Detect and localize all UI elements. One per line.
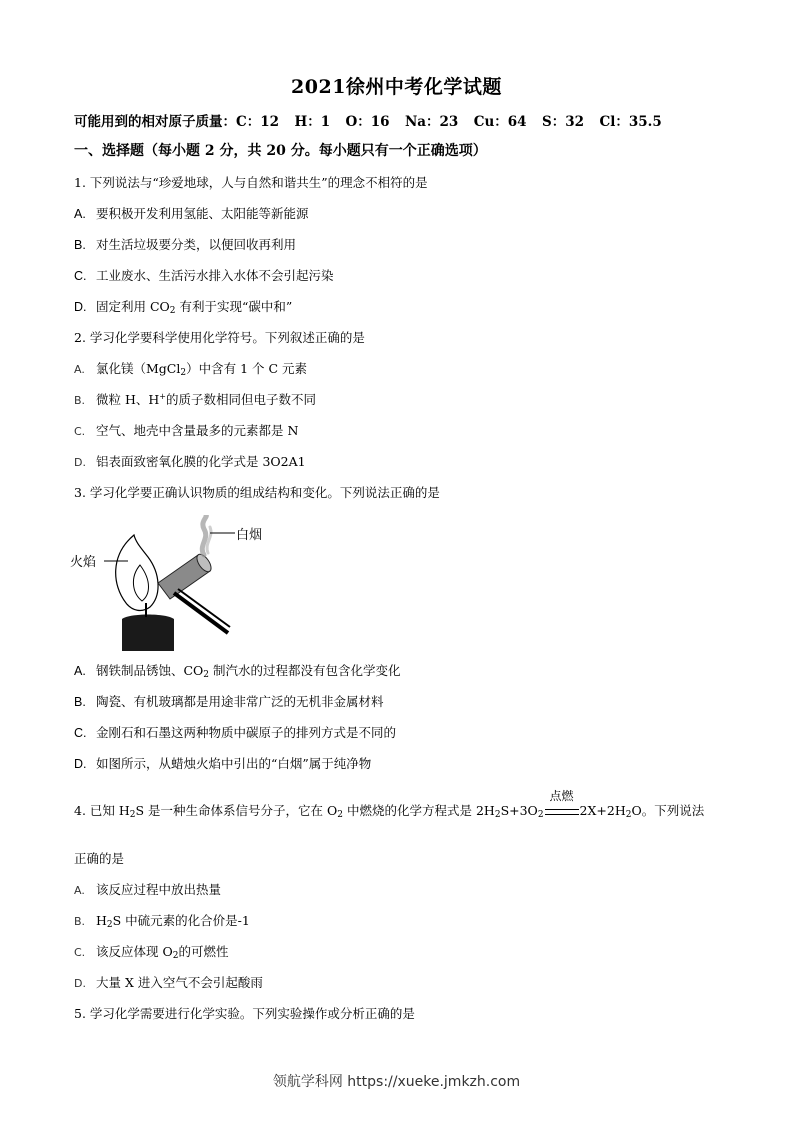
candle-smoke-figure: [70, 515, 270, 655]
question-1-option-b: B. 对生活垃圾要分类，以便回收再利用: [74, 237, 296, 252]
question-3-stem: 3. 学习化学要正确认识物质的组成结构和变化。下列说法正确的是: [74, 485, 440, 500]
question-1-option-c: C. 工业废水、生活污水排入水体不会引起污染: [74, 268, 334, 283]
question-3-option-a: A. 钢铁制品锈蚀、$CO_2$ 制汽水的过程都没有包含化学变化: [74, 663, 401, 680]
footer-watermark: 领航学科网 https://xueke.jmkzh.com: [272, 1074, 521, 1090]
question-2-stem: 2. 学习化学要科学使用化学符号。下列叙述正确的是: [74, 330, 365, 345]
question-4-stem-continued: 正确的是: [74, 851, 125, 866]
question-3-option-d: D. 如图所示，从蜡烛火焰中引出的“白烟”属于纯净物: [74, 756, 372, 771]
question-3-option-b: B. 陶瓷、有机玻璃都是用途非常广泛的无机非金属材料: [74, 694, 384, 709]
mass-cl: Cl：35.5: [599, 114, 662, 130]
question-4-option-c: C. 该反应体现 $O_2$的可燃性: [74, 944, 229, 961]
mass-na: Na：23: [404, 114, 459, 130]
question-3-option-c: C. 金刚石和石墨这两种物质中碳原子的排列方式是不同的: [74, 725, 396, 740]
reaction-condition: 点燃: [549, 789, 574, 803]
question-2-option-c: C. 空气、地壳中含量最多的元素都是 N: [74, 423, 299, 438]
mass-s: S：32: [542, 114, 585, 130]
atomic-masses-label: 可能用到的相对原子质量：: [74, 114, 236, 130]
question-5-stem: 5. 学习化学需要进行化学实验。下列实验操作或分析正确的是: [74, 1006, 415, 1021]
atomic-masses-line: [74, 110, 668, 130]
flame-label: 火焰: [70, 555, 97, 570]
section-heading: 一、选择题（每小题 2 分，共 20 分。每小题只有一个正确选项）: [74, 143, 487, 159]
mass-cu: Cu：64: [473, 114, 527, 130]
question-2-option-d: D. 铝表面致密氧化膜的化学式是 3O2A1: [74, 454, 306, 469]
question-1-option-d: D. 固定利用 $CO_2$ 有利于实现“碳中和”: [74, 299, 293, 316]
mass-o: O：16: [345, 114, 390, 130]
question-4-option-a: A. 该反应过程中放出热量: [74, 882, 221, 897]
reaction-arrow: [545, 789, 579, 818]
question-4-option-b: B. $H_2S$ 中硫元素的化合价是-1: [74, 913, 250, 930]
question-4-stem: 4. 已知 $H_2S$ 是一种生命体系信号分子，它在 $O_2$ 中燃烧的化学方程式是 $2H_2S+3O_2$ 点燃 $2X+2H_2O$。下列说法: [74, 789, 705, 820]
mass-h: H：1: [294, 114, 331, 130]
mass-c: C：12: [236, 114, 280, 130]
smoke-label: 白烟: [236, 528, 263, 543]
equals-sign: [545, 809, 579, 815]
question-1-option-a: A. 要积极开发利用氢能、太阳能等新能源: [74, 206, 309, 221]
question-2-option-a: A. 氯化镁（MgCl$_2$）中含有 1 个 C 元素: [74, 361, 308, 378]
question-1-stem: 1. 下列说法与“珍爱地球，人与自然和谐共生”的理念不相符的是: [74, 175, 428, 190]
question-2-option-b: B. 微粒 H、H+的质子数相同但电子数不同: [74, 392, 316, 407]
question-4-option-d: D. 大量 X 进入空气不会引起酸雨: [74, 975, 263, 990]
page-title: 2021徐州中考化学试题: [291, 76, 502, 98]
